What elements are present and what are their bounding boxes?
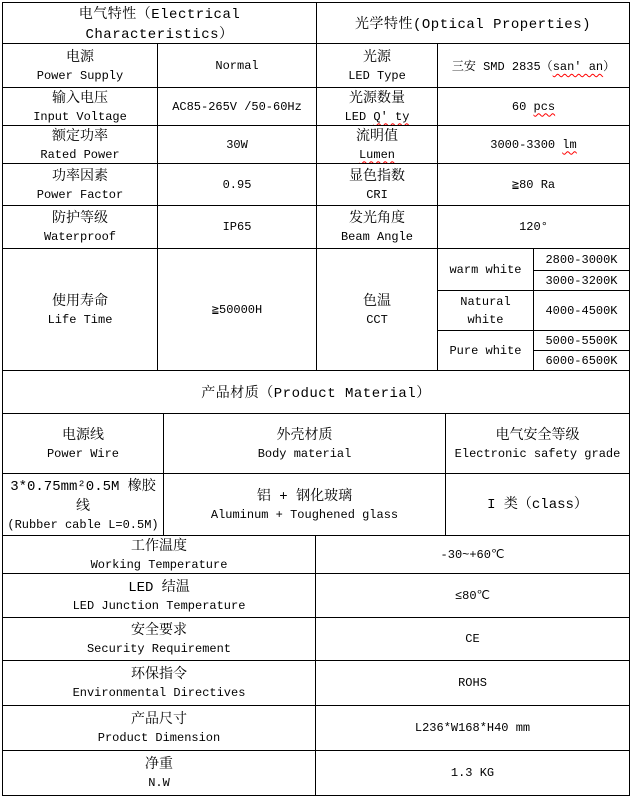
table-row <box>3 44 630 88</box>
led-junction-temperature-label-cell <box>3 574 316 618</box>
safety-grade-value-line1: I 类（class） <box>487 496 588 513</box>
power-supply-label-cn: 电源 <box>66 49 94 66</box>
general-specs-table <box>2 535 630 796</box>
power-factor-label-en: Power Factor <box>36 187 124 202</box>
safety-grade-header-cn: 电气安全等级 <box>495 427 580 444</box>
beam-angle-label-cell <box>317 206 438 249</box>
led-junction-temperature-label-en: LED Junction Temperature <box>72 598 246 613</box>
body-material-value-line1: 铝 + 钢化玻璃 <box>256 488 353 505</box>
led-type-value: 三安 SMD 2835（ <box>451 60 553 74</box>
material-section-header: 产品材质（Product Material） <box>3 371 630 414</box>
input-voltage-label-cn: 输入电压 <box>52 90 108 107</box>
pure-white-label-cell: Pure white <box>438 331 534 371</box>
body-material-value-line2: Aluminum + Toughened glass <box>210 507 399 522</box>
optical-section-header: 光学特性(Optical Properties) <box>317 3 630 44</box>
cct-subrow <box>3 249 630 271</box>
led-qty-value-misspelled: pcs <box>533 99 556 114</box>
pure-white-value-1-cell: 5000-5500K <box>534 331 630 351</box>
cri-label-cell <box>317 164 438 206</box>
life-time-value-cell: ≧50000H <box>158 249 317 371</box>
safety-grade-value-cell <box>446 474 630 536</box>
beam-angle-label-en: Beam Angle <box>340 230 413 244</box>
cri-value-cell <box>438 164 630 206</box>
section-header-row <box>3 3 630 44</box>
environmental-directives-label-cell <box>3 661 316 706</box>
power-supply-label-cell <box>3 44 158 88</box>
product-dimension-value-cell: L236*W168*H40 mm <box>316 706 630 751</box>
net-weight-label-en: N.W <box>148 776 170 790</box>
cri-value: ≧80 Ra <box>511 178 556 192</box>
warm-white-value-2-cell: 3000-3200K <box>534 271 630 291</box>
table-row <box>3 164 630 206</box>
security-requirement-label-en: Security Requirement <box>86 642 232 656</box>
led-qty-value-cell <box>438 88 630 126</box>
power-supply-value-cell: Normal <box>158 44 317 88</box>
product-dimension-label-cn: 产品尺寸 <box>131 712 187 728</box>
lumen-value-cell <box>438 126 630 164</box>
input-voltage-label-en: Input Voltage <box>33 109 127 124</box>
lumen-label-cn: 流明值 <box>356 128 398 145</box>
product-dimension-label-cell <box>3 706 316 751</box>
table-row <box>3 706 630 751</box>
security-requirement-label-cell <box>3 618 316 661</box>
led-type-value-cell <box>438 44 630 88</box>
power-wire-header-cn: 电源线 <box>62 427 104 444</box>
beam-angle-value-cell <box>438 206 630 249</box>
net-weight-label-cell <box>3 751 316 796</box>
body-material-value-cell <box>164 474 446 536</box>
material-value-row <box>3 474 630 536</box>
power-wire-header-cell <box>3 414 164 474</box>
body-material-header-en: Body material <box>257 446 352 461</box>
table-row <box>3 574 630 618</box>
lumen-label-cell <box>317 126 438 164</box>
led-type-label-cell <box>317 44 438 88</box>
natural-white-label-cell: Natural white <box>438 291 534 331</box>
power-wire-value-cell <box>3 474 164 536</box>
table-row <box>3 126 630 164</box>
body-material-header-cn: 外壳材质 <box>276 427 333 444</box>
safety-grade-header-en: Electronic safety grade <box>454 446 621 461</box>
life-time-label-cell <box>3 249 158 371</box>
security-requirement-label-cn: 安全要求 <box>131 623 187 639</box>
lumen-value: 3000-3300 <box>490 137 563 152</box>
rated-power-label-cell <box>3 126 158 164</box>
table-row <box>3 536 630 574</box>
power-factor-label-cell <box>3 164 158 206</box>
waterproof-label-cn: 防护等级 <box>52 211 108 227</box>
cct-label-en: CCT <box>366 312 388 327</box>
waterproof-label-en: Waterproof <box>43 230 116 244</box>
power-factor-value-cell: 0.95 <box>158 164 317 206</box>
spec-sheet <box>2 2 629 796</box>
input-voltage-value-cell: AC85-265V /50-60Hz <box>158 88 317 126</box>
led-qty-value: 60 <box>511 99 534 114</box>
led-junction-temperature-value-cell: ≤80℃ <box>316 574 630 618</box>
led-type-label-en: LED Type <box>348 68 406 83</box>
cri-label-en: CRI <box>366 187 388 202</box>
table-row <box>3 661 630 706</box>
power-factor-label-cn: 功率因素 <box>52 168 108 185</box>
net-weight-label-cn: 净重 <box>145 757 173 773</box>
warm-white-label-cell: warm white <box>438 249 534 291</box>
environmental-directives-value-cell: ROHS <box>316 661 630 706</box>
rated-power-value-cell: 30W <box>158 126 317 164</box>
waterproof-value-cell: IP65 <box>158 206 317 249</box>
table-row <box>3 618 630 661</box>
lumen-label-en: Lumen <box>358 147 395 162</box>
cct-label-cn: 色温 <box>363 293 391 310</box>
environmental-directives-label-en: Environmental Directives <box>72 686 246 700</box>
cri-label-cn: 显色指数 <box>349 168 405 185</box>
electrical-section-header: 电气特性（Electrical Characteristics） <box>3 3 317 44</box>
waterproof-label-cell <box>3 206 158 249</box>
electrical-optical-table <box>2 2 630 371</box>
working-temperature-label-cell <box>3 536 316 574</box>
power-wire-value-line1: 3*0.75mm²0.5M 橡胶线 <box>10 478 156 515</box>
power-supply-label-en: Power Supply <box>36 68 124 83</box>
natural-white-value-cell: 4000-4500K <box>534 291 630 331</box>
material-banner-row <box>3 371 630 414</box>
table-row <box>3 206 630 249</box>
working-temperature-label-cn: 工作温度 <box>131 538 187 555</box>
net-weight-value-cell: 1.3 KG <box>316 751 630 796</box>
warm-white-value-1-cell: 2800-3000K <box>534 249 630 271</box>
led-type-value-misspelled: san' an <box>552 60 604 74</box>
beam-angle-value: 120° <box>519 220 548 234</box>
material-table <box>2 370 630 536</box>
body-material-header-cell <box>164 414 446 474</box>
working-temperature-value-cell: -30~+60℃ <box>316 536 630 574</box>
material-header-row <box>3 414 630 474</box>
led-type-value-suffix: ） <box>603 60 616 74</box>
beam-angle-label-cn: 发光角度 <box>349 211 405 227</box>
rated-power-label-en: Rated Power <box>40 147 120 162</box>
led-junction-temperature-label-cn: LED 结温 <box>128 579 190 596</box>
environmental-directives-label-cn: 环保指令 <box>131 667 187 683</box>
rated-power-label-cn: 额定功率 <box>52 128 108 145</box>
life-time-label-cn: 使用寿命 <box>52 293 108 310</box>
power-wire-value-line2: (Rubber cable L=0.5M) <box>7 517 159 532</box>
led-type-label-cn: 光源 <box>363 49 391 66</box>
table-row <box>3 88 630 126</box>
lumen-value-misspelled: lm <box>562 137 577 152</box>
led-qty-label-cell <box>317 88 438 126</box>
life-time-label-en: Life Time <box>47 312 113 327</box>
led-qty-label-cn: 光源数量 <box>349 90 405 107</box>
power-wire-header-en: Power Wire <box>46 446 119 461</box>
cct-label-cell <box>317 249 438 371</box>
safety-grade-header-cell <box>446 414 630 474</box>
led-qty-label-en: LED Q' ty <box>344 109 410 124</box>
table-row <box>3 751 630 796</box>
input-voltage-label-cell <box>3 88 158 126</box>
security-requirement-value-cell: CE <box>316 618 630 661</box>
pure-white-value-2-cell: 6000-6500K <box>534 351 630 371</box>
working-temperature-label-en: Working Temperature <box>90 557 228 572</box>
product-dimension-label-en: Product Dimension <box>97 731 221 745</box>
